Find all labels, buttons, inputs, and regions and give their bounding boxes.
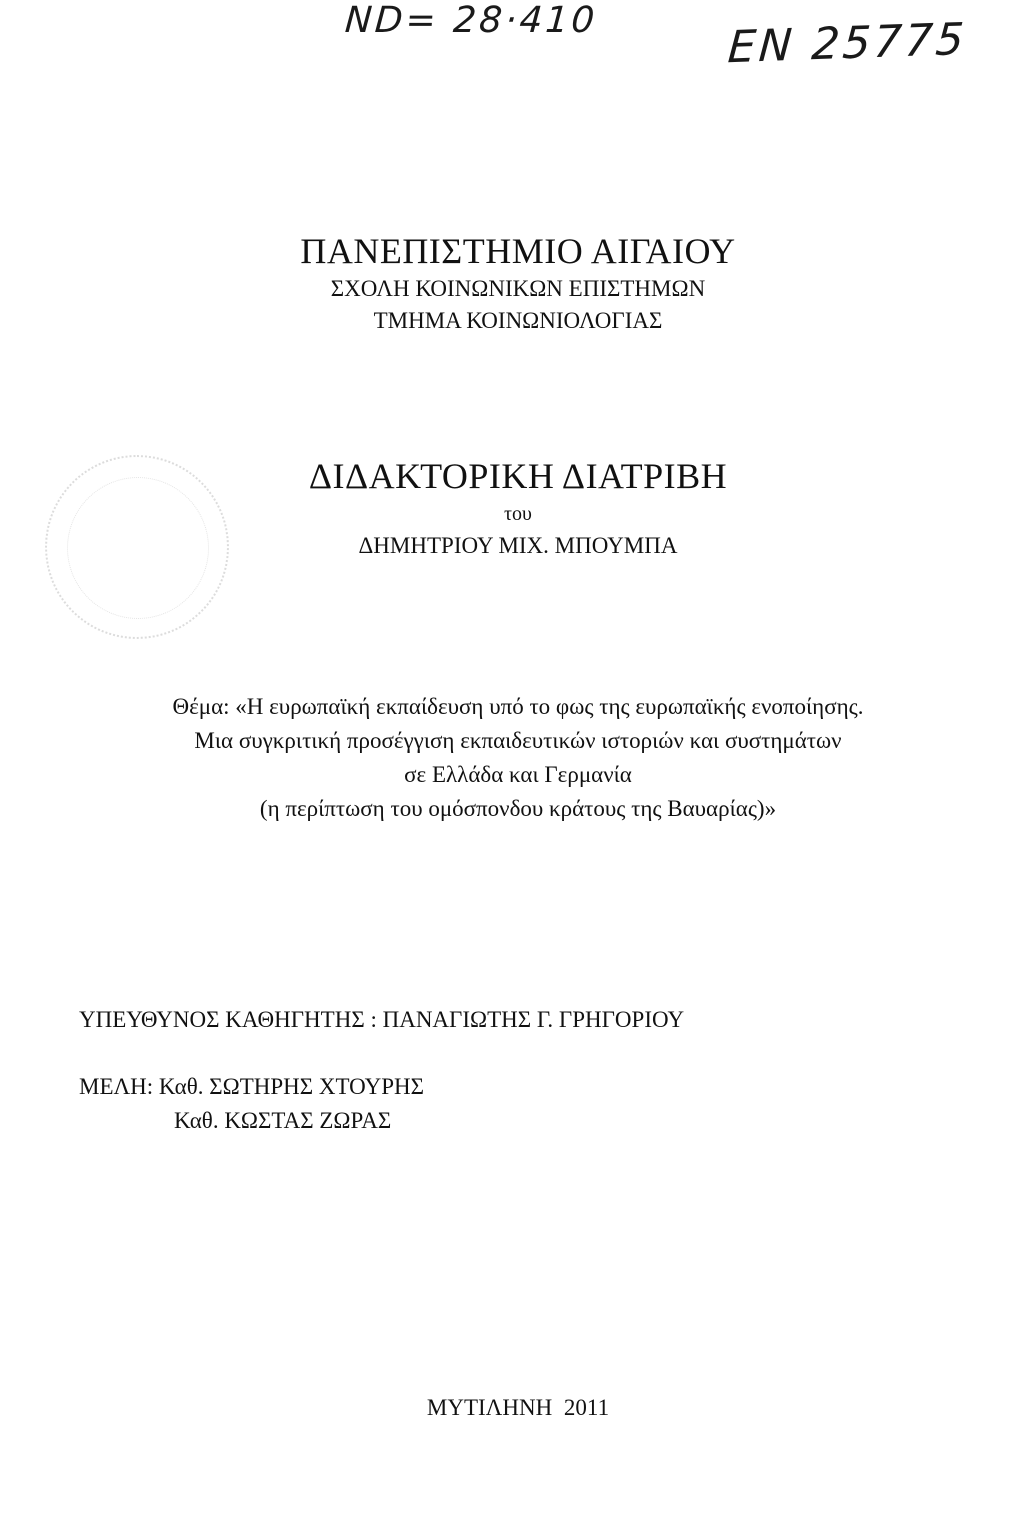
author-name: ΔΗΜΗΤΡΙΟΥ ΜΙΧ. ΜΠΟΥΜΠΑ bbox=[358, 533, 678, 558]
topic-line: σε Ελλάδα και Γερμανία bbox=[404, 762, 632, 787]
school-name: ΣΧΟΛΗ ΚΟΙΝΩΝΙΚΩΝ ΕΠΙΣΤΗΜΩΝ bbox=[330, 276, 706, 301]
member-line: ΜΕΛΗ: Καθ. ΣΩΤΗΡΗΣ ΧΤΟΥΡΗΣ bbox=[79, 1074, 425, 1099]
member-line: Καθ. ΚΩΣΤΑΣ ΖΩΡΑΣ bbox=[174, 1108, 392, 1133]
supervisor: ΥΠΕΥΘΥΝΟΣ ΚΑΘΗΓΗΤΗΣ : ΠΑΝΑΓΙΩΤΗΣ Γ. ΓΡΗΓΟΡΙΟΥ bbox=[79, 1007, 685, 1032]
department-name: ΤΜΗΜΑ ΚΟΙΝΩΝΙΟΛΟΓΙΑΣ bbox=[373, 308, 663, 333]
thesis-topic bbox=[0, 690, 1036, 826]
university-name: ΠΑΝΕΠΙΣΤΗΜΙΟ ΑΙΓΑΙΟΥ bbox=[300, 231, 736, 271]
place-and-year: ΜΥΤΙΛΗΝΗ 2011 bbox=[426, 1395, 610, 1420]
thesis-of: του bbox=[504, 503, 532, 525]
thesis-title: ΔΙΔΑΚΤΟΡΙΚΗ ΔΙΑΤΡΙΒΗ bbox=[308, 456, 728, 496]
handwritten-catalog-number: ND= 28·410 bbox=[343, 0, 599, 41]
topic-line: Μια συγκριτική προσέγγιση εκπαιδευτικών ιστοριών και συστημάτων bbox=[194, 728, 842, 753]
topic-line: Θέμα: «Η ευρωπαϊκή εκπαίδευση υπό το φως της ευρωπαϊκής ενοποίησης. bbox=[172, 694, 864, 719]
handwritten-inventory-number: EN 25775 bbox=[726, 13, 969, 74]
topic-line: (η περίπτωση του ομόσπονδου κράτους της Βαυαρίας)» bbox=[259, 796, 777, 821]
committee-members bbox=[79, 1070, 424, 1138]
